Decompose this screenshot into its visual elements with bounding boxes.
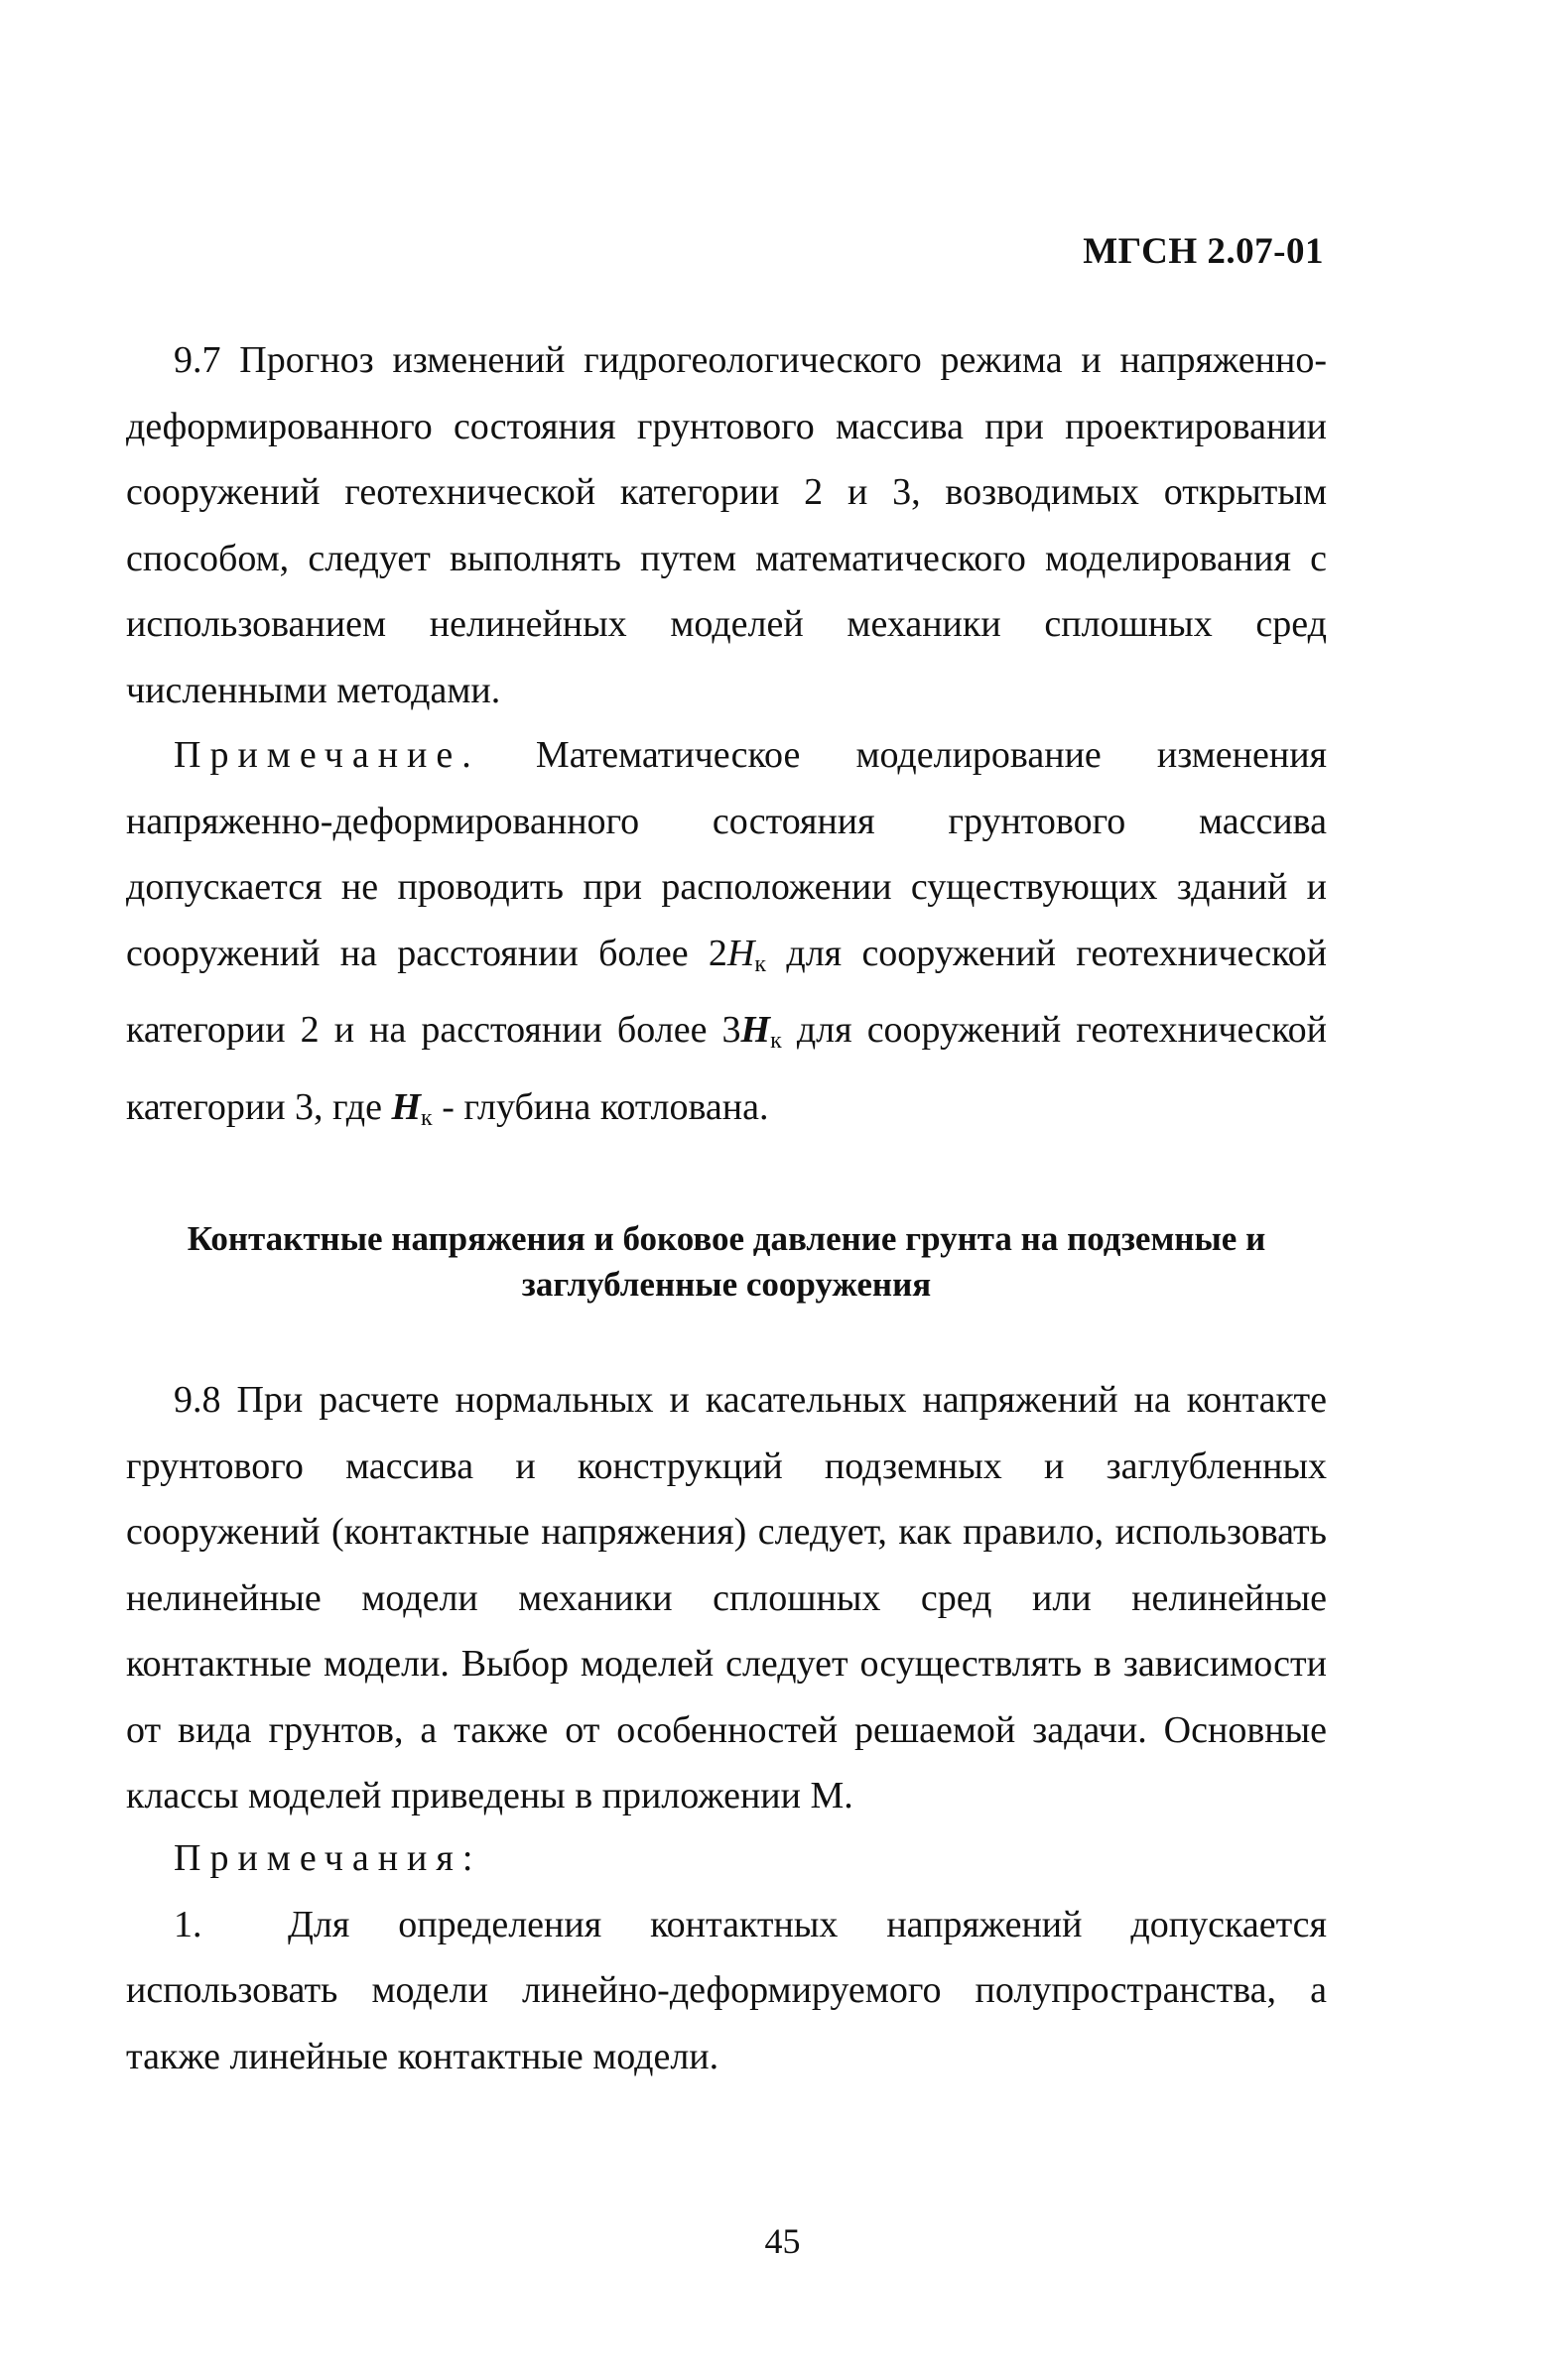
note-item <box>126 1892 1327 2090</box>
section-9-7-note <box>126 722 1327 1151</box>
note-text-part1: Математическое моделирование изменения напряженно-деформированного состояния грунтового массива допускается не проводить при расположении существующих зданий и сооружений на расстоянии более <box>126 734 1328 974</box>
pit-depth-symbol: $H_к$ <box>391 1085 433 1131</box>
notes-label: Примечания: <box>174 1837 482 1879</box>
distance-value-2: $3H_к$ <box>721 1009 782 1054</box>
paragraph-9-7: 9.7 Прогноз изменений гидрогеологического режима и напряженно-деформированного состояния грунтового массива при проектировании сооружений геотехнической категории 2 и 3, возводимых открытым способом, следует выполнять путем математического моделирования с использованием нелинейных моделей механики сплошных сред численными методами. <box>126 339 1327 711</box>
note-text-part3: для сооружений геотехнической категории 3, где <box>126 1009 1328 1128</box>
distance-value-1: $2H_к$ <box>708 932 767 977</box>
page-number: 45 <box>764 2221 801 2261</box>
heading-line-1: Контактные напряжения и боковое давление грунта на подземные и <box>187 1219 1266 1258</box>
note-label: Примечание. <box>174 734 480 776</box>
note-text-part4: - глубина котлована. <box>442 1085 769 1128</box>
section-9-8-notes <box>126 1825 1327 2089</box>
document-code: МГСН 2.07-01 <box>1083 231 1324 272</box>
section-9-7 <box>126 327 1327 723</box>
note-text-part2: для сооружений геотехнической категории 2 и на расстоянии более <box>126 932 1327 1051</box>
paragraph-9-8: 9.8 При расчете нормальных и касательных напряжений на контакте грунтового массива и конструкций подземных и заглубленных сооружений (контактные напряжения) следует, как правило, использовать нелинейные модели механики сплошных сред или нелинейные контактные модели. Выбор моделей следует осуществлять в зависимости от вида грунтов, а также от особенностей решаемой задачи. Основные классы моделей приведены в приложении М. <box>126 1379 1327 1816</box>
note-item-text: Для определения контактных напряжений допускается использовать модели линейно-деформируемого полупространства, а также линейные контактные модели. <box>126 1903 1327 2077</box>
note-item-number: 1. <box>174 1903 202 1945</box>
section-heading <box>126 1216 1327 1308</box>
section-9-8 <box>126 1367 1327 1829</box>
heading-line-2: заглубленные сооружения <box>521 1265 932 1304</box>
note-paragraph <box>126 722 1327 1151</box>
